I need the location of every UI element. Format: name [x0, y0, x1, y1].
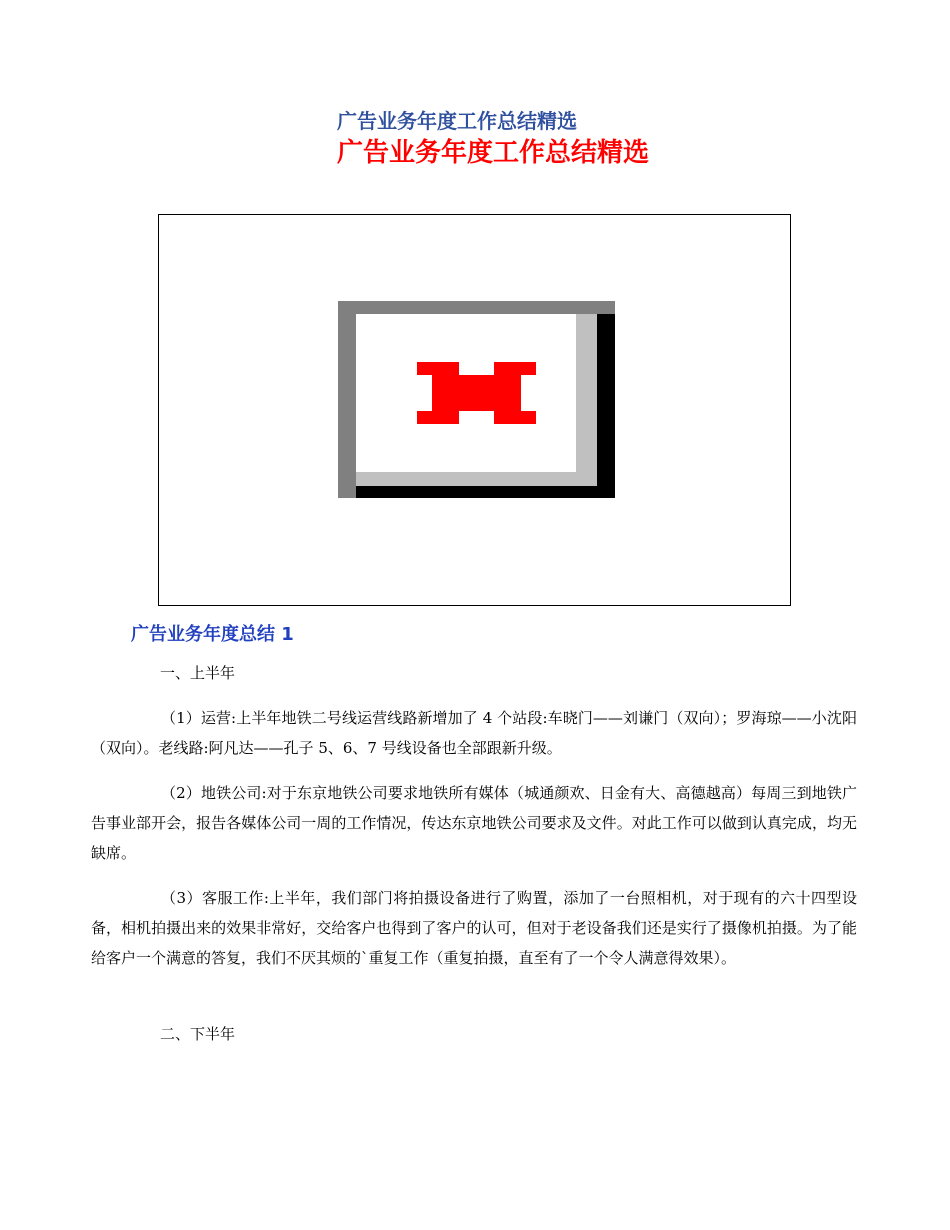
paragraph-metro-company: （2）地铁公司:对于东京地铁公司要求地铁所有媒体（城通颜欢、日金有大、高德越高）每周三到地铁广告事业部开会，报告各媒体公司一周的工作情况，传达东京地铁公司要求及文件。对此工作可以做到认真完成，均无缺席。 [91, 784, 857, 862]
paragraph-customer-service: （3）客服工作:上半年，我们部门将拍摄设备进行了购置，添加了一台照相机，对于现有的六十四型设备，相机拍摄出来的效果非常好，交给客户也得到了客户的认可，但对于老设备我们还是实行了摄像机拍摄。为了能给客户一个满意的答复，我们不厌其烦的`重复工作（重复拍摄，直至有了一个令人满意得效果）。 [91, 889, 857, 967]
document-title: 广告业务年度工作总结精选 [337, 138, 650, 168]
image-placeholder-frame [158, 214, 791, 606]
part1-heading: 一、上半年 [160, 664, 236, 682]
part2-heading: 二、下半年 [160, 1025, 236, 1043]
section-heading: 广告业务年度总结 1 [131, 624, 294, 645]
broken-image-icon [338, 301, 615, 498]
document-subtitle: 广告业务年度工作总结精选 [337, 109, 577, 133]
paragraph-operations: （1）运营:上半年地铁二号线运营线路新增加了 4 个站段:车晓门——刘谦门（双向）；罗海琼——小沈阳（双向）。老线路:阿凡达——孔子 5、6、7 号线设备也全部跟新升级。 [91, 709, 857, 757]
